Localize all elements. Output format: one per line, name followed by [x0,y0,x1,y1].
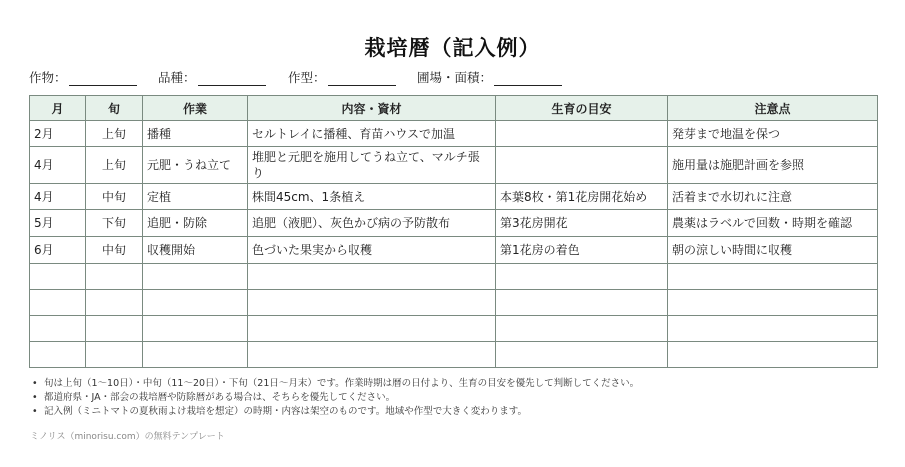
table-row [30,184,878,210]
note-item: • 旬は上旬（1〜10日）・中旬（11〜20日）・下旬（21日〜月末）です。作業時期は暦の日付より、生育の目安を優先して判断してください。 [30,377,639,391]
variety-input-line[interactable] [198,71,266,86]
cell-content[interactable] [248,316,496,342]
cultivation-calendar-table [29,95,878,368]
cell-period[interactable] [86,290,143,316]
header-month: 月 [30,96,86,121]
cell-content[interactable] [248,342,496,368]
cell-period[interactable]: 中旬 [86,237,143,264]
cell-growth-stage[interactable] [496,121,668,147]
table-row-empty [30,316,878,342]
table-row [30,121,878,147]
type-field[interactable] [288,68,396,86]
cell-month[interactable]: 4月 [30,147,86,184]
header-task: 作業 [143,96,248,121]
crop-label: 作物： [29,70,67,85]
cell-growth-stage[interactable] [496,316,668,342]
cell-notes[interactable]: 農薬はラベルで回数・時期を確認 [668,210,878,237]
cell-notes[interactable]: 施用量は施肥計画を参照 [668,147,878,184]
notes-list [30,377,639,419]
cell-month[interactable] [30,290,86,316]
field-area-field[interactable] [417,68,562,86]
field-area-label: 圃場・面積： [417,70,493,85]
variety-field[interactable] [158,68,266,86]
cell-growth-stage[interactable]: 第3花房開花 [496,210,668,237]
header-growth-stage: 生育の目安 [496,96,668,121]
note-item: • 記入例（ミニトマトの夏秋雨よけ栽培を想定）の時期・内容は架空のものです。地域や作型で大きく変わります。 [30,405,639,419]
field-area-input-line[interactable] [494,71,562,86]
cell-month[interactable]: 5月 [30,210,86,237]
footer-credit: ミノリス（minorisu.com）の無料テンプレート [30,432,225,442]
cell-notes[interactable] [668,264,878,290]
header-content: 内容・資材 [248,96,496,121]
cell-period[interactable]: 上旬 [86,121,143,147]
cell-period[interactable]: 中旬 [86,184,143,210]
cell-content[interactable]: 色づいた果実から収穫 [248,237,496,264]
table-header-row [30,96,878,121]
crop-field[interactable] [29,68,137,86]
cell-content[interactable]: セルトレイに播種、育苗ハウスで加温 [248,121,496,147]
cell-notes[interactable] [668,316,878,342]
cell-task[interactable]: 収穫開始 [143,237,248,264]
variety-label: 品種： [158,70,196,85]
cell-period[interactable] [86,342,143,368]
cell-month[interactable]: 4月 [30,184,86,210]
cell-month[interactable] [30,264,86,290]
cell-growth-stage[interactable] [496,290,668,316]
cell-task[interactable]: 播種 [143,121,248,147]
cell-task[interactable] [143,264,248,290]
type-label: 作型： [288,70,326,85]
cell-month[interactable] [30,342,86,368]
page-title: 栽培暦（記入例） [364,36,541,60]
cell-period[interactable]: 上旬 [86,147,143,184]
header-notes: 注意点 [668,96,878,121]
note-item: • 都道府県・JA・部会の栽培暦や防除暦がある場合は、そちらを優先してください。 [30,391,639,405]
table-row-empty [30,290,878,316]
table-row [30,210,878,237]
cell-growth-stage[interactable]: 第1花房の着色 [496,237,668,264]
crop-input-line[interactable] [69,71,137,86]
cell-month[interactable]: 6月 [30,237,86,264]
cell-period[interactable] [86,264,143,290]
cell-growth-stage[interactable] [496,342,668,368]
table-row-empty [30,264,878,290]
cell-content[interactable]: 追肥（液肥）、灰色かび病の予防散布 [248,210,496,237]
cell-growth-stage[interactable] [496,147,668,184]
cell-growth-stage[interactable]: 本葉8枚・第1花房開花始め [496,184,668,210]
cell-content[interactable] [248,290,496,316]
cell-task[interactable]: 追肥・防除 [143,210,248,237]
cell-task[interactable] [143,290,248,316]
cell-notes[interactable]: 朝の涼しい時間に収穫 [668,237,878,264]
type-input-line[interactable] [328,71,396,86]
table-row-empty [30,342,878,368]
cell-content[interactable]: 堆肥と元肥を施用してうね立て、マルチ張り [248,147,496,184]
header-period: 旬 [86,96,143,121]
cell-content[interactable]: 株間45cm、1条植え [248,184,496,210]
cell-notes[interactable] [668,290,878,316]
cell-notes[interactable]: 発芽まで地温を保つ [668,121,878,147]
cell-month[interactable] [30,316,86,342]
table-row [30,147,878,184]
cell-period[interactable] [86,316,143,342]
cell-task[interactable]: 元肥・うね立て [143,147,248,184]
cell-task[interactable]: 定植 [143,184,248,210]
cell-notes[interactable]: 活着まで水切れに注意 [668,184,878,210]
cell-notes[interactable] [668,342,878,368]
cell-task[interactable] [143,342,248,368]
cell-period[interactable]: 下旬 [86,210,143,237]
cell-month[interactable]: 2月 [30,121,86,147]
table-row [30,237,878,264]
cell-task[interactable] [143,316,248,342]
cell-content[interactable] [248,264,496,290]
cell-growth-stage[interactable] [496,264,668,290]
